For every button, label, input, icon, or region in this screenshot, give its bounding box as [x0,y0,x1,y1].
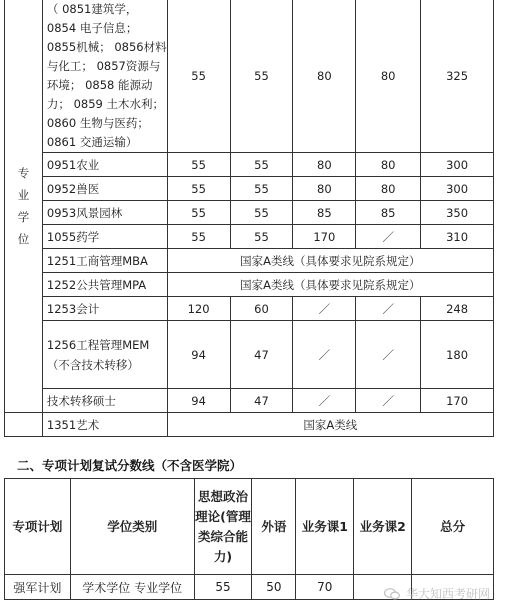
cell: 170 [293,225,356,249]
cell: 80 [293,177,356,201]
cell: 55 [194,575,252,600]
header-degree-type: 学位类别 [70,479,194,575]
cell: ／ [293,321,356,389]
cell: 55 [230,0,293,153]
watermark [384,585,490,602]
subject: 1253会计 [42,297,167,321]
cell: 80 [356,0,421,153]
cell: 94 [167,321,230,389]
merged-cell: 国家A类线（具体要求见院系规定） [167,249,493,273]
plan-cell: 强军计划 [5,575,71,600]
header-course1: 业务课1 [296,479,354,575]
subject: 1055药学 [42,225,167,249]
cell: 55 [230,225,293,249]
cell: 170 [421,389,494,413]
subject: 技术转移硕士 [42,389,167,413]
header-plan: 专项计划 [5,479,71,575]
cell: 55 [167,225,230,249]
degree-type-cell: 学术学位 专业学位 [70,575,194,600]
cell: 94 [167,389,230,413]
cell: 350 [421,201,494,225]
cell: 120 [167,297,230,321]
cell: 50 [252,575,296,600]
header-total: 总分 [412,479,494,575]
cell: 180 [421,321,494,389]
cell: 55 [230,153,293,177]
cell: 55 [167,153,230,177]
cell: 55 [167,0,230,153]
cell: 55 [230,177,293,201]
cell: 325 [421,0,494,153]
cell: ／ [356,389,421,413]
cell: ／ [293,389,356,413]
empty-category-cell [5,413,43,437]
subject: 0951农业 [42,153,167,177]
subject: 1351艺术 [42,413,167,437]
cell: 248 [421,297,494,321]
cell: 80 [356,153,421,177]
merged-cell: 国家A类线（具体要求见院系规定） [167,273,493,297]
cell: ／ [356,225,421,249]
cell: 47 [230,321,293,389]
cell: ／ [293,297,356,321]
cell: 60 [230,297,293,321]
cell: 55 [167,177,230,201]
cell: 80 [356,177,421,201]
header-language: 外语 [252,479,296,575]
header-course2: 业务课2 [354,479,412,575]
subject: 0952兽医 [42,177,167,201]
cell: 85 [293,201,356,225]
cell: 80 [293,0,356,153]
cell: 85 [356,201,421,225]
cell: 80 [293,153,356,177]
cell: ／ [356,321,421,389]
cell: 70 [296,575,354,600]
cell: 300 [421,153,494,177]
watermark-text: 华大知西考研网 [405,587,490,601]
cell: ／ [356,297,421,321]
subject: 1256工程管理MEM（不含技术转移） [42,321,167,389]
merged-cell: 国家A类线 [167,413,493,437]
subject-engineering: （ 0851建筑学， 0854 电子信息； 0855机械； 0856材料与化工； 0857资源与环境； 0858 能源动力； 0859 土木水利； 0860 生物与医药； 0861 交通运输） [42,0,167,153]
cell: 47 [230,389,293,413]
cell: 55 [167,201,230,225]
special-plan-table [4,478,494,600]
score-table-professional [4,0,494,437]
section-heading: 二、专项计划复试分数线（不含医学院） [17,458,243,473]
cell: 55 [230,201,293,225]
header-politics: 思想政治理论(管理类综合能力) [194,479,252,575]
subject: 1252公共管理MPA [42,273,167,297]
subject: 1251工商管理MBA [42,249,167,273]
subject: 0953风景园林 [42,201,167,225]
cell: 300 [421,177,494,201]
wechat-icon [384,588,400,600]
cell: 310 [421,225,494,249]
category-cell-professional-degree: 专 业 学 位 [5,0,43,413]
